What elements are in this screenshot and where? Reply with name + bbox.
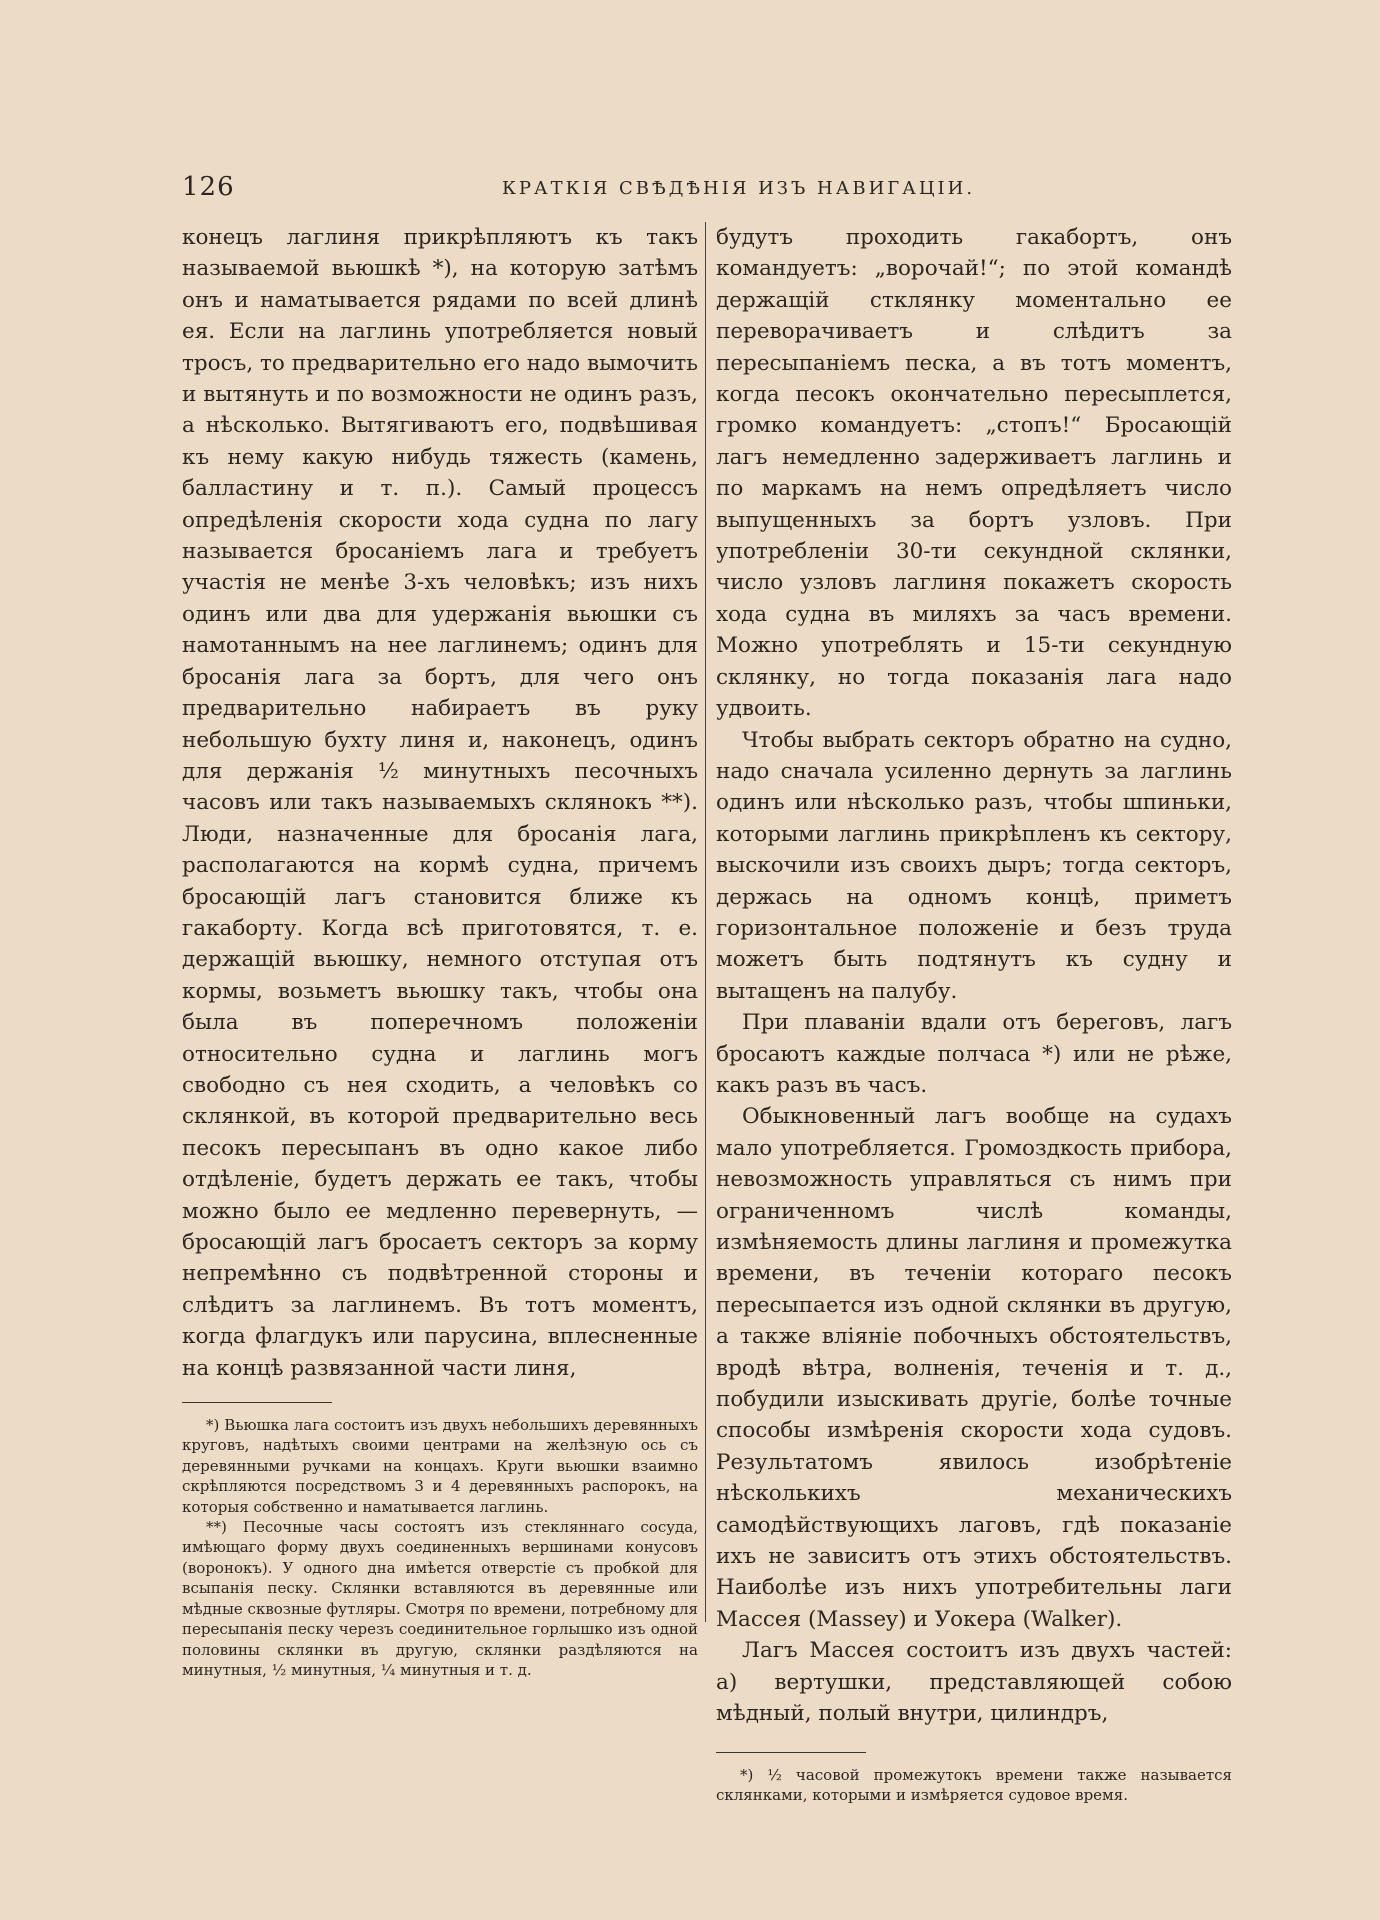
page-number: 126 xyxy=(182,172,235,202)
body-paragraph: Чтобы выбрать секторъ обратно на судно, надо сначала усиленно дернуть за лаглинь одинъ или нѣсколько разъ, чтобы шпиньки, которыми лаглинь прикрѣпленъ къ сектору, выскочили изъ своихъ дыръ; тогда секторъ, держась на одномъ концѣ, приметъ горизонтальное положеніе и безъ труда можетъ быть подтянутъ къ судну и вытащенъ на палубу. xyxy=(716,727,1232,1004)
footnotes xyxy=(182,1415,698,1680)
footnote: **) Песочные часы состоятъ изъ стекляннаго сосуда, имѣющаго форму двухъ соединенныхъ вершинами конусовъ (воронокъ). У одного дна имѣется отверстіе съ пробкой для всыпанія песку. Склянки вставляются въ деревянные или мѣдные сквозные футляры. Смотря по времени, потребному для пересыпанія песку черезъ соединительное горлышко изъ одной половины склянки въ другую, склянки раздѣляются на минутныя, ½ минутныя, ¼ минутныя и т. д. xyxy=(182,1518,698,1679)
running-title: КРАТКІЯ СВѢДѢНІЯ ИЗЪ НАВИГАЦІИ. xyxy=(502,178,976,199)
page-header xyxy=(182,172,1202,212)
footnotes xyxy=(716,1765,1232,1806)
body-paragraph: При плаваніи вдали отъ береговъ, лагъ бросаютъ каждые полчаса *) или не рѣже, какъ разъ въ часъ. xyxy=(716,1010,1232,1098)
footnote: *) Вьюшка лага состоитъ изъ двухъ небольшихъ деревянныхъ круговъ, надѣтыхъ своими центрами на желѣзную ось съ деревянными ручками на концахъ. Круги вьюшки взаимно скрѣпляются посредствомъ 3 и 4 деревянныхъ распорокъ, на которыя собственно и наматывается лаглинь. xyxy=(182,1416,698,1516)
column-divider xyxy=(705,222,706,1622)
footnote-divider xyxy=(182,1402,332,1403)
body-paragraph: конецъ лаглиня прикрѣпляютъ къ такъ называемой вьюшкѣ *), на которую затѣмъ онъ и наматывается рядами по всей длинѣ ея. Если на лаглинь употребляется новый тросъ, то предварительно его надо вымочить и вытянуть и по возможности не одинъ разъ, а нѣсколько. Вытягиваютъ его, подвѣшивая къ нему какую нибудь тяжесть (камень, балластину и т. п.). Самый процессъ опредѣленія скорости хода судна по лагу называется бросаніемъ лага и требуетъ участія не менѣе 3-хъ человѣкъ; изъ нихъ одинъ или два для удержанія вьюшки съ намотаннымъ на нее лаглинемъ; одинъ для бросанія лага за бортъ, для чего онъ предварительно набираетъ въ руку небольшую бухту линя и, наконецъ, одинъ для держанія ½ минутныхъ песочныхъ часовъ или такъ называемыхъ склянокъ **). Люди, назначенные для бросанія лага, располагаются на кормѣ судна, причемъ бросающій лагъ становится ближе къ гакаборту. Когда всѣ приготовятся, т. е. держащій вьюшку, немного отступая отъ кормы, возьметъ вьюшку такъ, чтобы она была въ поперечномъ положеніи относительно судна и лаглинь могъ свободно съ нея сходить, а человѣкъ со склянкой, въ которой предварительно весь песокъ пересыпанъ въ одно какое либо отдѣленіе, будетъ держать ее такъ, чтобы можно было ее медленно перевернуть, —бросающій лагъ бросаетъ секторъ за корму непремѣнно съ подвѣтренной стороны и слѣдитъ за лаглинемъ. Въ тотъ моментъ, когда флагдукъ или парусина, вплесненные на концѣ развязанной части линя, xyxy=(182,225,698,1381)
body-paragraph: Лагъ Массея состоитъ изъ двухъ частей: а) вертушки, представляющей собою мѣдный, полый внутри, цилиндръ, xyxy=(716,1638,1232,1727)
right-column xyxy=(716,222,1232,1805)
footnote-divider xyxy=(716,1752,866,1753)
body-paragraph: будутъ проходить гакабортъ, онъ командуетъ: „ворочай!“; по этой командѣ держащій стклянку моментально ее переворачиваетъ и слѣдитъ за пересыпаніемъ песка, а въ тотъ моментъ, когда песокъ окончательно пересыплется, громко командуетъ: „стопъ!“ Бросающій лагъ немедленно задерживаетъ лаглинь и по маркамъ на немъ опредѣляетъ число выпущенныхъ за бортъ узловъ. При употребленіи 30-ти секундной склянки, число узловъ лаглиня покажетъ скорость хода судна въ миляхъ за часъ времени. Можно употреблять и 15-ти секундную склянку, но тогда показанія лага надо удвоить. xyxy=(716,225,1232,722)
footnote: *) ½ часовой промежутокъ времени также называется склянками, которыми и измѣряется судовое время. xyxy=(716,1765,1232,1804)
body-paragraph: Обыкновенный лагъ вообще на судахъ мало употребляется. Громоздкость прибора, невозможность управляться съ нимъ при ограниченномъ числѣ команды, измѣняемость длины лаглиня и промежутка времени, въ теченіи котораго песокъ пересыпается изъ одной склянки въ другую, а также вліяніе побочныхъ обстоятельствъ, вродѣ вѣтра, волненія, теченія и т. д., побудили изыскивать другіе, болѣе точные способы измѣренія скорости хода судовъ. Результатомъ явилось изобрѣтеніе нѣсколькихъ механическихъ самодѣйствующихъ лаговъ, гдѣ показаніе ихъ не зависитъ отъ этихъ обстоятельствъ. Наиболѣе изъ нихъ употребительны лаги Массея (Massey) и Уокера (Walker). xyxy=(716,1104,1232,1632)
left-column xyxy=(182,222,698,1680)
